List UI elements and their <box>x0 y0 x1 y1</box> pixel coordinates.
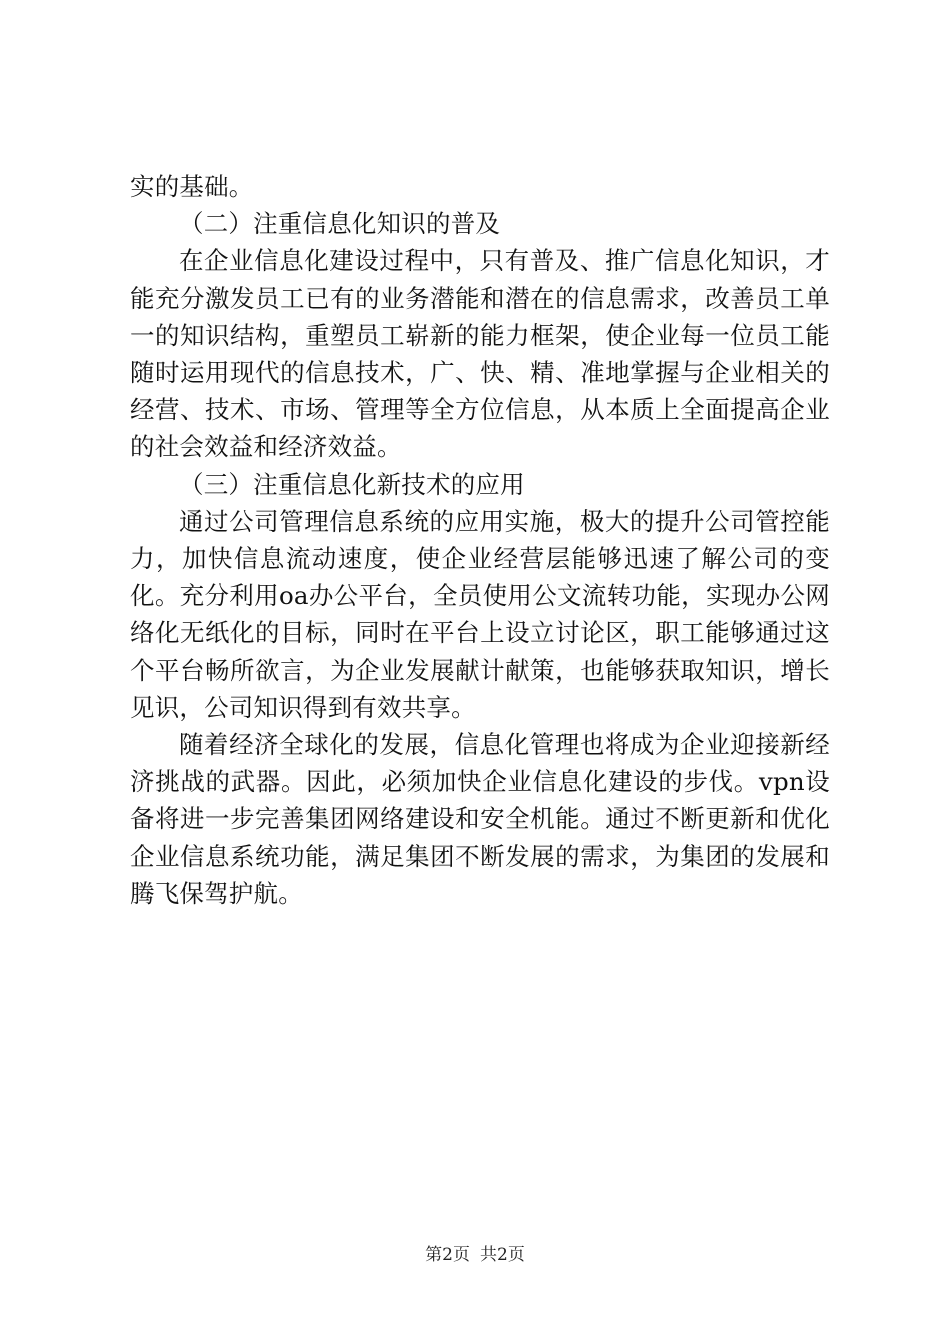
page-total: 共2页 <box>480 1245 525 1265</box>
section-heading-2: （二）注重信息化知识的普及 <box>179 209 501 239</box>
section-heading-3: （三）注重信息化新技术的应用 <box>179 469 525 499</box>
document-body <box>130 168 830 912</box>
page-number: 第2页 <box>425 1245 470 1265</box>
paragraph-knowledge: 在企业信息化建设过程中，只有普及、推广信息化知识，才能充分激发员工已有的业务潜能和潜在的信息需求，改善员工单一的知识结构，重塑员工崭新的能力框架，使企业每一位员工能随时运用现代的信息技术，广、快、精、准地掌握与企业相关的经营、技术、市场、管理等全方位信息，从本质上全面提高企业的社会效益和经济效益。 <box>130 246 830 462</box>
paragraph-conclusion: 随着经济全球化的发展，信息化管理也将成为企业迎接新经济挑战的武器。因此，必须加快企业信息化建设的步伐。vpn设备将进一步完善集团网络建设和安全机能。通过不断更新和优化企业信息系统功能，满足集团不断发展的需求，为集团的发展和腾飞保驾护航。 <box>130 730 830 908</box>
paragraph-technology: 通过公司管理信息系统的应用实施，极大的提升公司管控能力，加快信息流动速度，使企业经营层能够迅速了解公司的变化。充分利用oa办公平台，全员使用公文流转功能，实现办公网络化无纸化的目标，同时在平台上设立讨论区，职工能够通过这个平台畅所欲言，为企业发展献计献策，也能够获取知识，增长见识，公司知识得到有效共享。 <box>130 506 830 722</box>
paragraph-continuation: 实的基础。 <box>130 172 254 201</box>
page-footer <box>0 1244 950 1266</box>
